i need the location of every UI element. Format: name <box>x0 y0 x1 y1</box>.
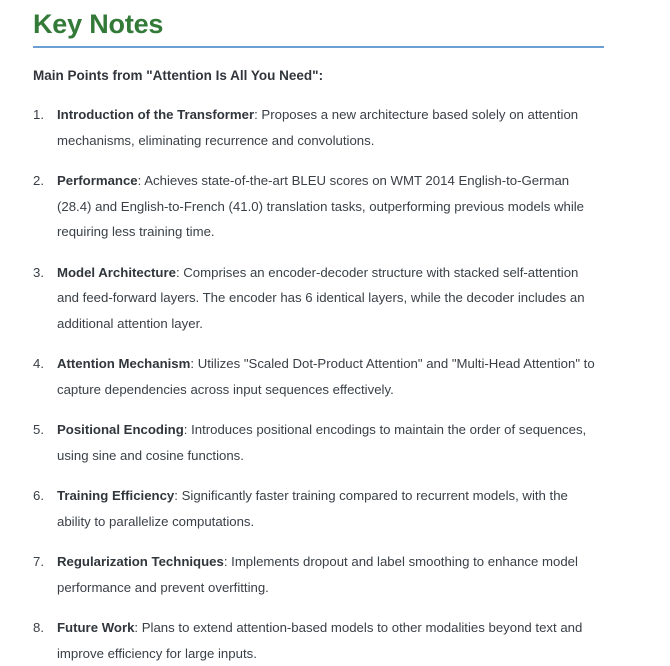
list-item-body: Proposes a new architecture based solely on attention mechanisms, eliminating recurrence and convolutions. <box>57 107 579 148</box>
list-item-number: 7. <box>33 554 44 569</box>
list-item-term: Training Efficiency <box>57 488 175 503</box>
list-item-number: 3. <box>33 264 44 280</box>
list-item <box>33 483 604 534</box>
list-item-separator: : <box>134 620 142 635</box>
list-item <box>33 615 604 666</box>
list-item-number: 6. <box>33 488 44 503</box>
list-item <box>33 549 604 600</box>
list-item-number: 8. <box>33 620 44 635</box>
title-divider <box>33 46 604 48</box>
list-item <box>33 417 604 468</box>
list-item-number: 2. <box>33 173 44 188</box>
list-item-term: Introduction of the Transformer <box>57 107 255 122</box>
list-item-separator: : <box>183 422 192 437</box>
list-item-separator: : <box>175 264 184 280</box>
list-item-term: Performance <box>57 173 138 188</box>
section-lead: Main Points from "Attention Is All You Need": <box>33 68 324 83</box>
list-item-separator: : <box>254 107 262 122</box>
key-points-list <box>33 102 604 666</box>
list-item-term: Regularization Techniques <box>57 554 224 569</box>
list-item-separator: : <box>174 488 182 503</box>
list-item <box>33 168 604 245</box>
list-item-term: Future Work <box>57 620 135 635</box>
list-item-body: Utilizes "Scaled Dot-Product Attention" and "Multi-Head Attention" to capture dependencies across input sequences effectively. <box>57 356 595 397</box>
list-item-body: Comprises an encoder-decoder structure with stacked self-attention and feed-forward layers. The encoder has 6 identical layers, while the decoder includes an additional attention layer. <box>57 264 585 331</box>
list-item-number: 5. <box>33 422 44 437</box>
list-item <box>33 260 604 337</box>
list-item-number: 4. <box>33 356 44 371</box>
list-item-number: 1. <box>33 107 44 122</box>
page-title: Key Notes <box>33 9 164 39</box>
list-item-term: Attention Mechanism <box>57 356 191 371</box>
list-item <box>33 102 604 153</box>
list-item-body: Significantly faster training compared to recurrent models, with the ability to parallelize computations. <box>57 488 568 529</box>
list-item-term: Model Architecture <box>57 264 176 280</box>
list-item-separator: : <box>137 173 145 188</box>
list-item-body: Introduces positional encodings to maintain the order of sequences, using sine and cosine functions. <box>57 422 587 463</box>
list-item-body: Implements dropout and label smoothing to enhance model performance and prevent overfitting. <box>57 554 578 595</box>
list-item <box>33 351 604 402</box>
list-item-term: Positional Encoding <box>57 422 184 437</box>
list-item-body: Achieves state-of-the-art BLEU scores on WMT 2014 English-to-German (28.4) and English-to-French (41.0) translation tasks, outperforming previous models while requiring less training time. <box>57 173 585 239</box>
list-item-body: Plans to extend attention-based models to other modalities beyond text and improve efficiency for large inputs. <box>57 620 583 661</box>
list-item-separator: : <box>223 554 232 569</box>
list-item-separator: : <box>190 356 198 371</box>
